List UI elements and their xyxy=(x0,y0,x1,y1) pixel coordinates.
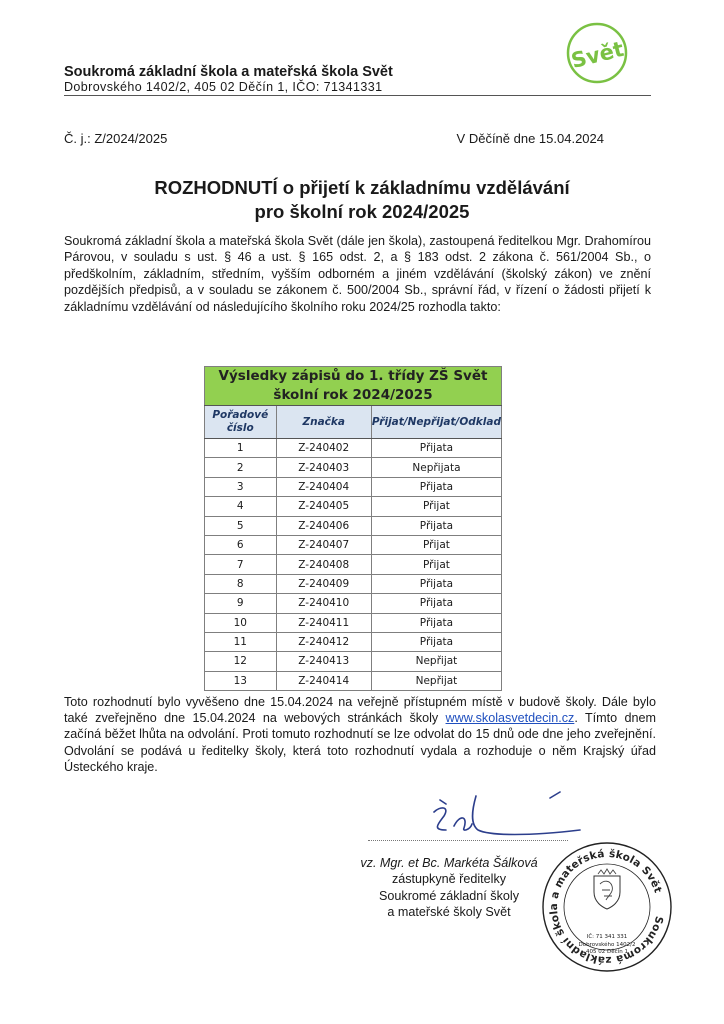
column-header-result: Přijat/Nepřijat/Odklad xyxy=(371,406,501,439)
signatory-org-line-2: a mateřské školy Svět xyxy=(387,905,511,920)
stamp-ring-text: Soukromá základní škola a mateřská škola Svět xyxy=(547,847,666,967)
code-cell: Z-240412 xyxy=(276,632,371,651)
conclusion-text-after: . Tímto dnem začíná běžet lhůta na odvolání. Proti tomuto rozhodnutí se lze odvolat do 15 dnů ode dne jeho zveřejnění. Odvolání se podává u ředitelky školy, která toto rozhodnutí vydala a rozhoduje o něm Krajský úřad Ústeckého kraje. xyxy=(64,711,656,774)
code-cell: Z-240403 xyxy=(276,458,371,477)
header-divider xyxy=(64,95,651,96)
table-body xyxy=(205,439,502,691)
table-title-line-1: Výsledky zápisů do 1. třídy ZŠ Svět xyxy=(218,368,488,384)
result-cell: Přijat xyxy=(371,497,501,516)
row-number-cell: 6 xyxy=(205,535,277,554)
stamp-address-line-1: Dobrovského 1402/2 xyxy=(578,942,636,948)
code-cell: Z-240414 xyxy=(276,671,371,690)
row-number-cell: 13 xyxy=(205,671,277,690)
table-row xyxy=(205,439,502,458)
table-row xyxy=(205,477,502,496)
row-number-cell: 5 xyxy=(205,516,277,535)
signatory-role: zástupkyně ředitelky xyxy=(391,872,507,887)
column-header-order: Pořadové číslo xyxy=(205,406,277,439)
column-header-code: Značka xyxy=(276,406,371,439)
row-number-cell: 3 xyxy=(205,477,277,496)
result-cell: Nepřijata xyxy=(371,458,501,477)
results-table xyxy=(204,366,502,691)
coat-of-arms-icon xyxy=(594,869,620,909)
stamp-ico: IČ: 71 341 331 xyxy=(586,934,628,940)
result-cell: Přijata xyxy=(371,477,501,496)
result-cell: Přijata xyxy=(371,613,501,632)
school-name: Soukromá základní škola a mateřská škola Svět xyxy=(64,64,393,80)
row-number-cell: 7 xyxy=(205,555,277,574)
table-row xyxy=(205,535,502,554)
school-address: Dobrovského 1402/2, 405 02 Děčín 1, IČO: 71341331 xyxy=(64,80,383,94)
code-cell: Z-240410 xyxy=(276,594,371,613)
table-row xyxy=(205,458,502,477)
row-number-cell: 8 xyxy=(205,574,277,593)
result-cell: Přijata xyxy=(371,594,501,613)
school-website-link[interactable]: www.skolasvetdecin.cz xyxy=(445,711,575,726)
table-row xyxy=(205,497,502,516)
title-line-1: ROZHODNUTÍ o přijetí k základnímu vzdělávání xyxy=(154,177,570,198)
result-cell: Přijata xyxy=(371,632,501,651)
intro-paragraph: Soukromá základní škola a mateřská škola Svět (dále jen škola), zastoupená ředitelkou Mgr. Drahomírou Párovou, v souladu s ust. § 46 a ust. § 165 odst. 2, a § 183 odst. 2 zákona č. 561/2004 Sb., o předškolním, základním, středním, vyšším odborném a jiném vzdělávání (školský zákon) ve znění pozdějších předpisů, a v souladu se zákonem č. 500/2004 Sb., správní řád, v řízení o žádosti přijetí k základnímu vzdělávání od následujícího školního roku 2024/25 rozhodla takto: xyxy=(64,234,651,314)
signatory-name: vz. Mgr. et Bc. Markéta Šálková xyxy=(360,856,538,870)
table-row xyxy=(205,652,502,671)
signature-line xyxy=(368,840,568,841)
title-line-2: pro školní rok 2024/2025 xyxy=(254,201,470,222)
result-cell: Nepřijat xyxy=(371,671,501,690)
table-row xyxy=(205,613,502,632)
place-date: V Děčíně dne 15.04.2024 xyxy=(456,131,604,146)
document-title xyxy=(0,176,724,224)
official-stamp xyxy=(540,840,674,974)
result-cell: Přijata xyxy=(371,574,501,593)
table-row xyxy=(205,555,502,574)
code-cell: Z-240413 xyxy=(276,652,371,671)
result-cell: Nepřijat xyxy=(371,652,501,671)
code-cell: Z-240402 xyxy=(276,439,371,458)
school-logo xyxy=(566,22,628,84)
row-number-cell: 4 xyxy=(205,497,277,516)
table-row xyxy=(205,632,502,651)
table-row xyxy=(205,594,502,613)
reference-number: Č. j.: Z/2024/2025 xyxy=(64,131,168,146)
table-title xyxy=(205,367,502,406)
result-cell: Přijata xyxy=(371,516,501,535)
table-row xyxy=(205,574,502,593)
row-number-cell: 9 xyxy=(205,594,277,613)
row-number-cell: 11 xyxy=(205,632,277,651)
result-cell: Přijat xyxy=(371,555,501,574)
row-number-cell: 1 xyxy=(205,439,277,458)
row-number-cell: 10 xyxy=(205,613,277,632)
code-cell: Z-240411 xyxy=(276,613,371,632)
table-title-line-2: školní rok 2024/2025 xyxy=(273,387,433,403)
logo-text: Svět xyxy=(568,36,627,74)
table-row xyxy=(205,671,502,690)
result-cell: Přijata xyxy=(371,439,501,458)
code-cell: Z-240409 xyxy=(276,574,371,593)
stamp-address-line-2: 405 02 Děčín 1 xyxy=(586,949,628,955)
row-number-cell: 12 xyxy=(205,652,277,671)
conclusion-paragraph xyxy=(64,694,656,775)
table-row xyxy=(205,516,502,535)
code-cell: Z-240405 xyxy=(276,497,371,516)
row-number-cell: 2 xyxy=(205,458,277,477)
signatory-org-line-1: Soukromé základní školy xyxy=(379,888,519,903)
code-cell: Z-240408 xyxy=(276,555,371,574)
code-cell: Z-240404 xyxy=(276,477,371,496)
code-cell: Z-240407 xyxy=(276,535,371,554)
code-cell: Z-240406 xyxy=(276,516,371,535)
conclusion-text-before: Toto rozhodnutí bylo vyvěšeno dne 15.04.2024 na veřejně přístupném místě v budově školy. Dále bylo také zveřejněno dne 15.04.2024 na webových stránkách školy xyxy=(64,695,656,726)
result-cell: Přijat xyxy=(371,535,501,554)
